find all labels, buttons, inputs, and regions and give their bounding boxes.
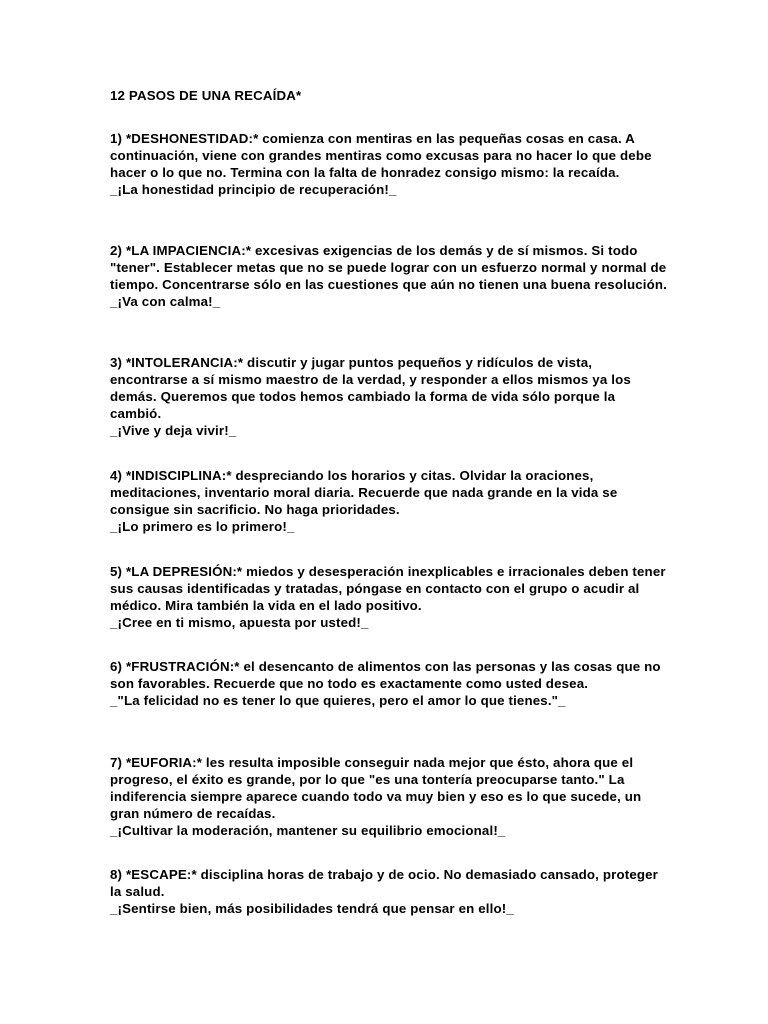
step-1 xyxy=(110,130,670,198)
step-7-body: 7) *EUFORIA:* les resulta imposible conseguir nada mejor que ésto, ahora que el progreso, el éxito es grande, por lo que "es una tontería preocuparse tanto." La indiferencia siempre aparece cuando todo va muy bien y eso es lo que sucede, un gran número de recaídas. xyxy=(110,755,642,821)
step-8 xyxy=(110,866,670,917)
step-8-body: 8) *ESCAPE:* disciplina horas de trabajo y de ocio. No demasiado cansado, proteger la salud. xyxy=(110,867,659,899)
step-5-motto: _¡Cree en ti mismo, apuesta por usted!_ xyxy=(110,615,369,630)
step-3-body: 3) *INTOLERANCIA:* discutir y jugar puntos pequeños y ridículos de vista, encontrarse a sí mismo maestro de la verdad, y responder a ellos mismos ya los demás. Queremos que todos hemos cambiado la forma de vida sólo porque la cambió. xyxy=(110,355,631,421)
step-5 xyxy=(110,563,670,631)
step-2-motto: _¡Va con calma!_ xyxy=(110,294,221,309)
step-2 xyxy=(110,242,670,310)
document-title: 12 PASOS DE UNA RECAÍDA* xyxy=(110,88,302,103)
step-7-motto: _¡Cultivar la moderación, mantener su equilibrio emocional!_ xyxy=(110,823,506,838)
step-1-body: 1) *DESHONESTIDAD:* comienza con mentiras en las pequeñas cosas en casa. A continuación, viene con grandes mentiras como excusas para no hacer lo que debe hacer o lo que no. Termina con la falta de honradez consigo mismo: la recaída. xyxy=(110,131,652,180)
step-3 xyxy=(110,354,670,439)
step-4-body: 4) *INDISCIPLINA:* despreciando los horarios y citas. Olvidar la oraciones, meditaciones, inventario moral diaria. Recuerde que nada grande en la vida se consigue sin sacrificio. No haga prioridades. xyxy=(110,468,618,517)
step-4 xyxy=(110,467,670,535)
step-6 xyxy=(110,658,670,709)
step-1-motto: _¡La honestidad principio de recuperación!_ xyxy=(110,182,397,197)
step-6-body: 6) *FRUSTRACIÓN:* el desencanto de alimentos con las personas y las cosas que no son favorables. Recuerde que no todo es exactamente como usted desea. xyxy=(110,659,661,691)
step-8-motto: _¡Sentirse bien, más posibilidades tendrá que pensar en ello!_ xyxy=(110,901,514,916)
step-2-body: 2) *LA IMPACIENCIA:* excesivas exigencias de los demás y de sí mismos. Si todo "tener". Establecer metas que no se puede lograr con un esfuerzo normal y normal de tiempo. Concentrarse sólo en las cuestiones que aún no tienen una buena resolución. xyxy=(110,243,667,292)
step-7 xyxy=(110,754,670,839)
step-5-body: 5) *LA DEPRESIÓN:* miedos y desesperación inexplicables e irracionales deben tener sus causas identificadas y tratadas, póngase en contacto con el grupo o acudir al médico. Mira también la vida en el lado positivo. xyxy=(110,564,666,613)
step-6-motto: _"La felicidad no es tener lo que quieres, pero el amor lo que tienes."_ xyxy=(110,693,566,708)
step-4-motto: _¡Lo primero es lo primero!_ xyxy=(110,519,295,534)
step-3-motto: _¡Vive y deja vivir!_ xyxy=(110,423,237,438)
